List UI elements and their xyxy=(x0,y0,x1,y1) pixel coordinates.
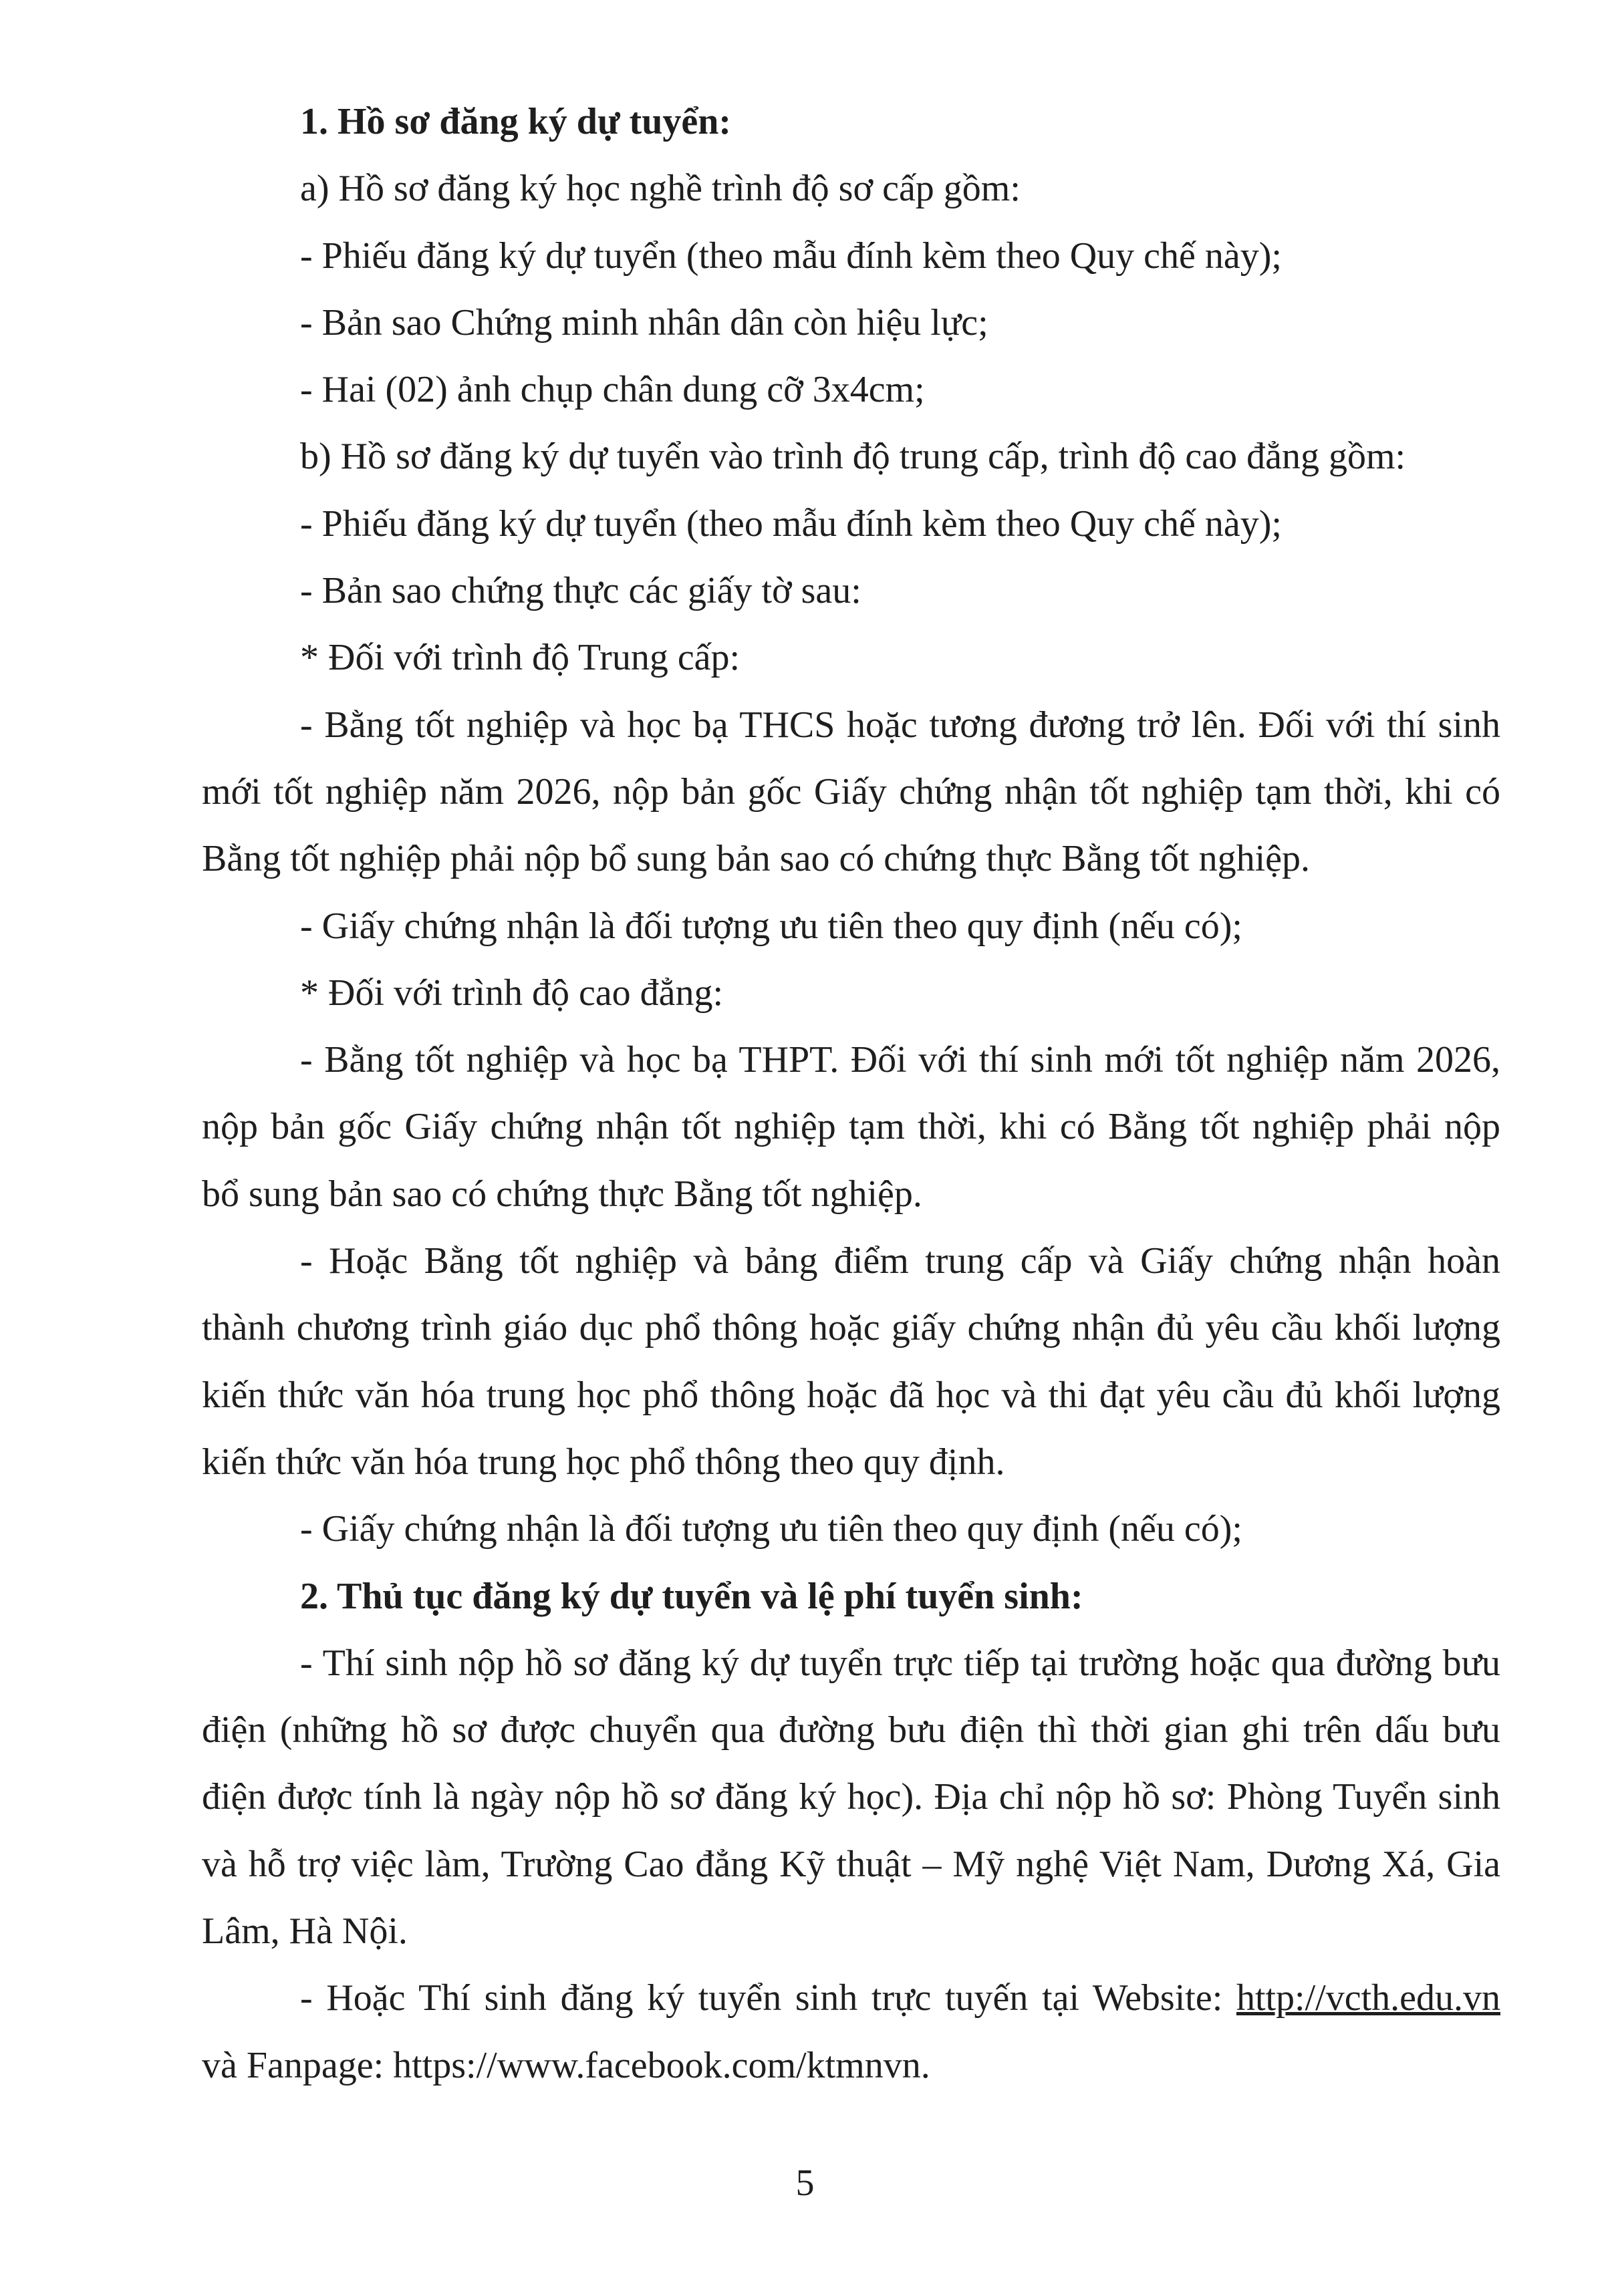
section-heading-2: 2. Thủ tục đăng ký dự tuyển và lệ phí tuyển sinh: xyxy=(300,1575,1083,1617)
text-line: nộp bản gốc Giấy chứng nhận tốt nghiệp tạm thời, khi có Bằng tốt nghiệp phải nộp xyxy=(202,1106,1500,1148)
text-line: kiến thức văn hóa trung học phổ thông hoặc đã học và thi đạt yêu cầu đủ khối lượng xyxy=(202,1374,1500,1416)
text-line: thành chương trình giáo dục phổ thông hoặc giấy chứng nhận đủ yêu cầu khối lượng xyxy=(202,1307,1500,1349)
text-line: Bằng tốt nghiệp phải nộp bổ sung bản sao có chứng thực Bằng tốt nghiệp. xyxy=(202,838,1311,880)
text-line: - Giấy chứng nhận là đối tượng ưu tiên theo quy định (nếu có); xyxy=(300,1508,1242,1550)
text-line: Lâm, Hà Nội. xyxy=(202,1910,408,1953)
page-number: 5 xyxy=(795,2162,815,2204)
text-line: - Bản sao chứng thực các giấy tờ sau: xyxy=(300,570,861,612)
text-line: kiến thức văn hóa trung học phổ thông theo quy định. xyxy=(202,1441,1005,1483)
text-line: - Phiếu đăng ký dự tuyển (theo mẫu đính kèm theo Quy chế này); xyxy=(300,503,1282,545)
text-line: a) Hồ sơ đăng ký học nghề trình độ sơ cấp gồm: xyxy=(300,168,1021,210)
text-line: - Bản sao Chứng minh nhân dân còn hiệu lực; xyxy=(300,301,988,343)
website-link[interactable]: http://vcth.edu.vn xyxy=(1236,1977,1500,2019)
text-line: - Thí sinh nộp hồ sơ đăng ký dự tuyển trực tiếp tại trường hoặc qua đường bưu xyxy=(300,1642,1500,1684)
text-line: và hỗ trợ việc làm, Trường Cao đẳng Kỹ thuật – Mỹ nghệ Việt Nam, Dương Xá, Gia xyxy=(202,1843,1500,1885)
text-line: điện (những hồ sơ được chuyển qua đường bưu điện thì thời gian ghi trên dấu bưu xyxy=(202,1709,1500,1751)
text-line: mới tốt nghiệp năm 2026, nộp bản gốc Giấy chứng nhận tốt nghiệp tạm thời, khi có xyxy=(202,770,1500,813)
text-line: - Bằng tốt nghiệp và học bạ THCS hoặc tương đương trở lên. Đối với thí sinh xyxy=(300,704,1500,746)
text-line: - Phiếu đăng ký dự tuyển (theo mẫu đính kèm theo Quy chế này); xyxy=(300,235,1282,277)
text-line-website xyxy=(202,1965,1500,2031)
text-line: b) Hồ sơ đăng ký dự tuyển vào trình độ trung cấp, trình độ cao đẳng gồm: xyxy=(300,436,1406,478)
text-line: - Hai (02) ảnh chụp chân dung cỡ 3x4cm; xyxy=(300,369,925,411)
document-page xyxy=(202,88,1500,2099)
text-line: - Hoặc Bằng tốt nghiệp và bảng điểm trung cấp và Giấy chứng nhận hoàn xyxy=(300,1240,1500,1282)
text-line: - Bằng tốt nghiệp và học bạ THPT. Đối với thí sinh mới tốt nghiệp năm 2026, xyxy=(300,1039,1500,1081)
text-line: * Đối với trình độ Trung cấp: xyxy=(300,637,741,679)
text-line: - Giấy chứng nhận là đối tượng ưu tiên theo quy định (nếu có); xyxy=(300,905,1242,947)
text-line: bổ sung bản sao có chứng thực Bằng tốt nghiệp. xyxy=(202,1173,922,1215)
text-line-fanpage: và Fanpage: https://www.facebook.com/ktmnvn. xyxy=(202,2044,930,2086)
text-line: * Đối với trình độ cao đẳng: xyxy=(300,972,724,1014)
text-line: điện được tính là ngày nộp hồ sơ đăng ký học). Địa chỉ nộp hồ sơ: Phòng Tuyển sinh xyxy=(202,1776,1500,1818)
section-heading-1: 1. Hồ sơ đăng ký dự tuyển: xyxy=(300,101,731,142)
website-label: - Hoặc Thí sinh đăng ký tuyển sinh trực tuyến tại Website: xyxy=(300,1977,1223,2019)
